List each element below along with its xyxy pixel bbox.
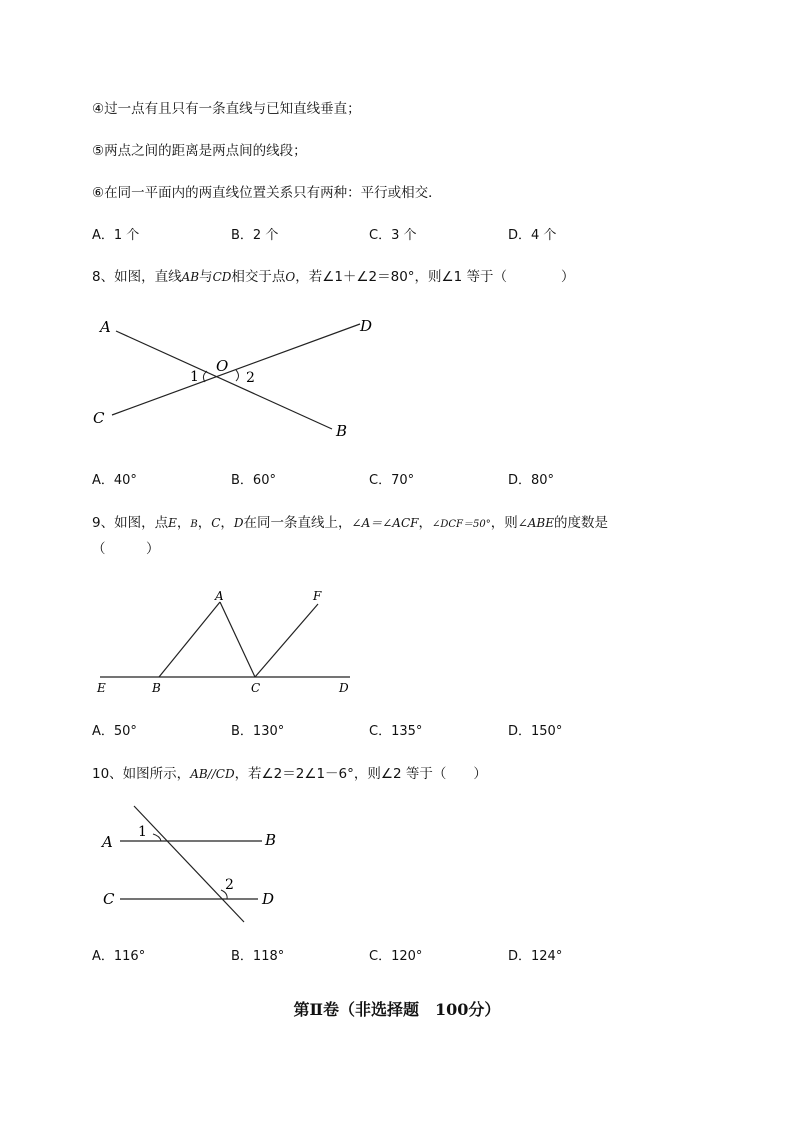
q9-point-c: C <box>211 516 221 530</box>
q9-label-d: D <box>339 681 349 695</box>
q9-option-a[interactable]: A．50° <box>92 724 137 739</box>
q8-label-b: B <box>336 422 348 440</box>
q10-text-1: 10、如图所示， <box>92 766 191 782</box>
q8-option-d[interactable]: D．80° <box>508 473 555 488</box>
q9-condition-2: ∠DCF＝50° <box>431 519 491 530</box>
q10-text-2: ，若∠2＝2∠1－6°，则∠2 等于（ ） <box>234 766 487 782</box>
q8-text-2: 相交于点 <box>231 269 286 285</box>
q9-text-3: ，则 <box>490 515 518 531</box>
q9-option-d[interactable]: D．150° <box>508 724 563 739</box>
q10-label-c: C <box>103 890 115 908</box>
q8-point-o: O <box>285 270 296 284</box>
q8-angle-2-label: 2 <box>246 370 255 386</box>
q9-sep-3: ， <box>220 515 234 531</box>
q9-label-c: C <box>251 681 261 695</box>
q8-label-d: D <box>360 317 373 335</box>
q8-with: 与 <box>199 269 213 285</box>
q10-label-d: D <box>262 890 275 908</box>
q10-parallel: AB//CD <box>190 767 235 781</box>
q9-option-b[interactable]: B．130° <box>231 724 285 739</box>
q9-text-4: 的度数是 <box>554 515 609 531</box>
q7-option-d[interactable]: D．4 个 <box>508 228 557 243</box>
q8-label-o: O <box>216 357 229 375</box>
q9-condition-1: ∠A＝∠ACF <box>351 516 419 530</box>
q10-label-a: A <box>102 833 113 851</box>
q9-label-e: E <box>97 681 106 695</box>
q10-option-b[interactable]: B．118° <box>231 949 285 964</box>
q9-answer-blank: （ ） <box>92 541 160 557</box>
q9-label-a: A <box>215 589 224 603</box>
q7-option-b[interactable]: B．2 个 <box>231 228 279 243</box>
q8-label-a: A <box>100 318 111 336</box>
q9-text-2: 在同一条直线上， <box>243 515 352 531</box>
q10-angle-2-label: 2 <box>225 877 234 893</box>
q8-number: 8、如图，直线 <box>92 269 182 285</box>
section-title: 第Ⅱ卷（非选择题 100分） <box>293 1000 501 1019</box>
q10-option-d[interactable]: D．124° <box>508 949 563 964</box>
q10-label-b: B <box>265 831 277 849</box>
q7-option-c[interactable]: C．3 个 <box>369 228 417 243</box>
q10-option-c[interactable]: C．120° <box>369 949 423 964</box>
q7-option-a[interactable]: A．1 个 <box>92 228 140 243</box>
q9-sep-1: ， <box>176 515 191 531</box>
q8-line-ab: AB <box>181 270 200 284</box>
q9-target-angle: ∠ABE <box>517 516 555 530</box>
q9-point-b: B <box>190 519 198 530</box>
q9-option-c[interactable]: C．135° <box>369 724 423 739</box>
q9-point-d: D <box>233 516 244 530</box>
q10-angle-1-label: 1 <box>138 824 147 840</box>
q8-option-a[interactable]: A．40° <box>92 473 137 488</box>
q9-sep-2: ， <box>197 515 212 531</box>
q8-option-c[interactable]: C．70° <box>369 473 415 488</box>
q10-option-a[interactable]: A．116° <box>92 949 146 964</box>
q8-text-3: ，若∠1＋∠2＝80°，则∠1 等于（ ） <box>295 269 575 285</box>
q9-text-1: 9、如图，点 <box>92 515 169 531</box>
q8-label-c: C <box>93 409 105 427</box>
q7-statement-5: ⑤两点之间的距离是两点间的线段； <box>92 143 307 159</box>
q9-point-e: E <box>168 516 177 530</box>
q8-line-cd: CD <box>212 270 232 284</box>
q9-label-f: F <box>313 589 322 603</box>
q9-sep-4: ， <box>418 515 432 531</box>
q7-statement-4: ④过一点有且只有一条直线与已知直线垂直； <box>92 101 361 117</box>
q8-option-b[interactable]: B．60° <box>231 473 276 488</box>
q7-statement-6: ⑥在同一平面内的两直线位置关系只有两种：平行或相交． <box>92 185 442 201</box>
q8-angle-1-label: 1 <box>190 369 199 385</box>
q9-label-b: B <box>152 681 161 695</box>
